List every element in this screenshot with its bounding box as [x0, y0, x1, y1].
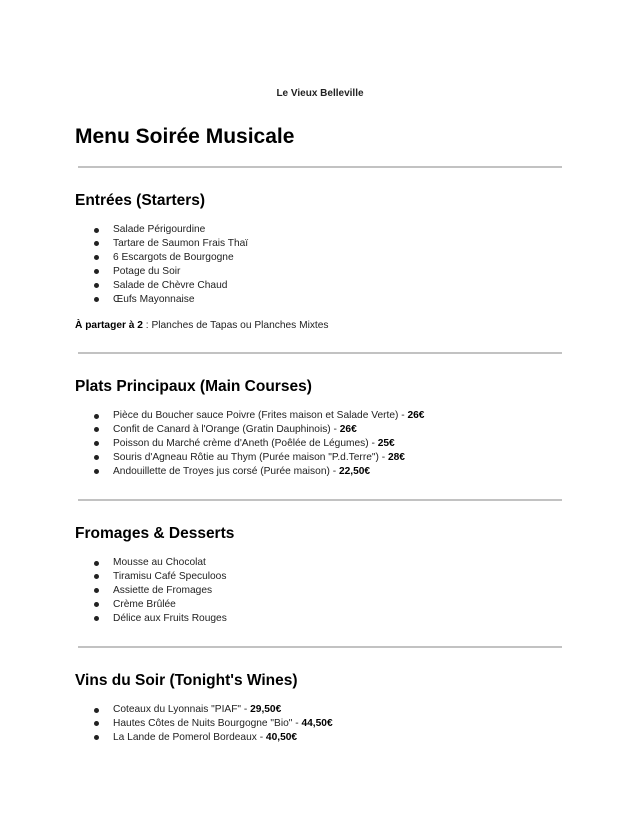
list-item — [94, 731, 333, 745]
bullet-icon — [94, 269, 99, 274]
item-name: La Lande de Pomerol Bordeaux — [113, 731, 257, 743]
section-title-starters: Entrées (Starters) — [75, 192, 206, 209]
list-item — [94, 279, 248, 293]
bullet-icon — [94, 283, 99, 288]
bullet-icon — [94, 561, 99, 566]
list-item — [94, 556, 227, 570]
item-price: 29,50€ — [250, 704, 282, 715]
item-price: 44,50€ — [301, 717, 333, 729]
list-item — [94, 437, 424, 451]
item-name: Crème Brûlée — [113, 598, 176, 610]
bullet-icon — [94, 455, 99, 460]
item-separator: - — [368, 437, 378, 449]
item-name: Œufs Mayonnaise — [113, 293, 195, 305]
item-name: Salade de Chèvre Chaud — [113, 279, 228, 291]
share-note-separator: : — [142, 320, 152, 331]
bullet-icon — [94, 588, 99, 593]
list-item — [94, 423, 424, 437]
restaurant-name: Le Vieux Belleville — [276, 88, 364, 99]
list-item — [94, 717, 333, 731]
item-separator: - — [329, 465, 339, 477]
section-title-desserts: Fromages & Desserts — [75, 525, 235, 542]
item-name: Potage du Soir — [113, 265, 181, 277]
desserts-list — [94, 556, 227, 626]
wines-list — [94, 703, 333, 745]
divider — [78, 166, 562, 168]
list-item — [94, 703, 333, 717]
item-name: 6 Escargots de Bourgogne — [113, 251, 234, 263]
item-name: Mousse au Chocolat — [113, 557, 206, 568]
item-name: Confit de Canard à l'Orange (Gratin Dauphinois) — [113, 423, 331, 435]
item-separator: - — [256, 731, 266, 743]
bullet-icon — [94, 574, 99, 579]
divider — [78, 646, 562, 648]
divider — [78, 499, 562, 501]
bullet-icon — [94, 414, 99, 419]
item-name: Andouillette de Troyes jus corsé (Purée maison) — [113, 465, 330, 477]
menu-title: Menu Soirée Musicale — [75, 125, 295, 148]
item-separator: - — [378, 451, 388, 463]
divider — [78, 352, 562, 354]
bullet-icon — [94, 616, 99, 621]
item-name: Salade Périgourdine — [113, 224, 206, 235]
item-name: Poisson du Marché crème d'Aneth (Poêlée de Légumes) — [113, 437, 369, 449]
list-item — [94, 223, 248, 237]
list-item — [94, 237, 248, 251]
item-separator: - — [330, 423, 340, 435]
list-item — [94, 612, 227, 626]
list-item — [94, 598, 227, 612]
share-note-label: À partager à 2 — [75, 320, 143, 331]
bullet-icon — [94, 255, 99, 260]
list-item — [94, 451, 424, 465]
bullet-icon — [94, 602, 99, 607]
item-name: Tartare de Saumon Frais Thaï — [113, 237, 249, 249]
bullet-icon — [94, 241, 99, 246]
section-title-wines: Vins du Soir (Tonight's Wines) — [75, 672, 298, 689]
item-price: 22,50€ — [338, 465, 371, 477]
bullet-icon — [94, 469, 99, 474]
mains-list — [94, 409, 424, 479]
bullet-icon — [94, 441, 99, 446]
item-separator: - — [398, 410, 408, 421]
item-name: Souris d'Agneau Rôtie au Thym (Purée maison "P.d.Terre") — [113, 451, 379, 463]
bullet-icon — [94, 708, 99, 713]
item-name: Hautes Côtes de Nuits Bourgogne "Bio" — [113, 717, 293, 729]
bullet-icon — [94, 427, 99, 432]
item-name: Assiette de Fromages — [113, 584, 213, 596]
list-item — [94, 409, 424, 423]
item-price: 28€ — [387, 451, 405, 463]
item-price: 26€ — [339, 423, 357, 435]
item-name: Tiramisu Café Speculoos — [113, 570, 227, 582]
bullet-icon — [94, 297, 99, 302]
bullet-icon — [94, 228, 99, 233]
share-note — [75, 320, 329, 331]
item-name: Délice aux Fruits Rouges — [113, 612, 227, 624]
share-note-text: Planches de Tapas ou Planches Mixtes — [151, 320, 329, 331]
list-item — [94, 293, 248, 307]
list-item — [94, 465, 424, 479]
list-item — [94, 584, 227, 598]
bullet-icon — [94, 721, 99, 726]
item-separator: - — [241, 704, 251, 715]
list-item — [94, 265, 248, 279]
item-price: 25€ — [377, 437, 395, 449]
list-item — [94, 570, 227, 584]
item-name: Pièce du Boucher sauce Poivre (Frites maison et Salade Verte) — [113, 410, 399, 421]
item-price: 40,50€ — [265, 731, 298, 743]
list-item — [94, 251, 248, 265]
bullet-icon — [94, 735, 99, 740]
starters-list — [94, 223, 248, 306]
item-price: 26€ — [407, 410, 425, 421]
item-separator: - — [292, 717, 302, 729]
item-name: Coteaux du Lyonnais "PIAF" — [113, 704, 242, 715]
section-title-mains: Plats Principaux (Main Courses) — [75, 378, 312, 395]
